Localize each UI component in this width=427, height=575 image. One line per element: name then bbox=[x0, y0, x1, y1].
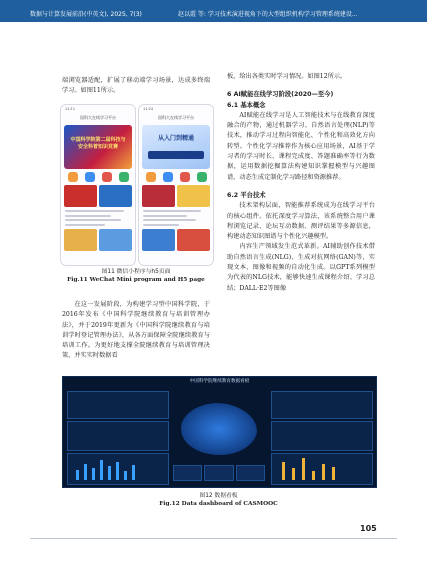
dashboard-panel bbox=[67, 391, 169, 419]
hero-banner bbox=[64, 125, 132, 169]
china-map bbox=[173, 395, 265, 461]
figure-11 bbox=[60, 104, 212, 266]
dashboard-panel bbox=[67, 421, 169, 451]
phone-screenshot-right bbox=[138, 104, 214, 266]
course-tile bbox=[142, 185, 175, 207]
tile-row bbox=[142, 229, 210, 251]
paragraph: 内容生产领域发生范式革新。AI辅助创作技术借助自然语言生成(NLG)、生成对抗网络(GAN)等，实现文本、图像和视频的自动化生成。以GPT系列模型为代表的NLG技术，能够快速生成课程介绍、学习总结；DALL·E2等图像 bbox=[227, 243, 375, 292]
paragraph: AI赋能在线学习是人工智能技术与在线教育深度融合的产物，通过机器学习、自然语言处理(NLP)等技术，推动学习过程向智能化、个性化和高效化方向转型。个性化学习推荐作为核心应用场景，AI基于学习者的学习时长、课程完成度、答题准确率等行为数据，运用数据挖掘算法构建知识掌握模型与兴趣图谱，动态生成定制化学习路径和资源推荐。 bbox=[227, 111, 375, 181]
tile-row bbox=[142, 185, 210, 207]
app-icon bbox=[146, 172, 156, 182]
status-bar: 11:24 bbox=[143, 107, 154, 111]
subsection-heading: 6.2 平台技术 bbox=[227, 191, 266, 199]
kpi-box bbox=[204, 465, 233, 481]
page-number: 105 bbox=[360, 524, 377, 533]
paragraph: 板，给出各类实时学习情况。如图12所示。 bbox=[227, 73, 347, 80]
app-icon bbox=[85, 172, 95, 182]
caption-cn: 图11 微信小程序与h5页面 bbox=[101, 269, 171, 275]
left-column-bottom bbox=[62, 300, 210, 362]
icon-row bbox=[142, 172, 210, 182]
caption-en: Fig.12 Data dashboard of CASMOOC bbox=[159, 501, 278, 507]
text-lines bbox=[143, 210, 209, 226]
course-tile bbox=[177, 185, 210, 207]
course-tile bbox=[142, 229, 175, 251]
right-column bbox=[227, 72, 375, 294]
course-tile bbox=[64, 185, 97, 207]
hero-ribbon bbox=[148, 151, 204, 159]
paragraph: 端浏览器适配，扩展了移动端学习场景，达成多终端学习。如图11所示。 bbox=[62, 77, 210, 95]
icon-row bbox=[64, 172, 132, 182]
dashboard-panel bbox=[67, 453, 169, 485]
footer-rule bbox=[30, 538, 397, 539]
dashboard-panel bbox=[271, 453, 373, 485]
course-tile bbox=[177, 229, 210, 251]
caption-cn: 图12 数据看板 bbox=[199, 493, 238, 499]
dashboard-panel bbox=[271, 391, 373, 419]
course-tile bbox=[99, 185, 132, 207]
dashboard-panel bbox=[271, 421, 373, 451]
text-lines bbox=[65, 210, 131, 226]
left-column-top bbox=[62, 76, 210, 97]
paragraph: 技术架构层面，智能推荐系统成为在线学习平台的核心组件。依托深度学习算法，该系统整合用户课程浏览记录、论坛互动数据、测评结果等多源信息，构建动态知识图谱与个性化兴趣模型。 bbox=[227, 202, 375, 241]
app-icon bbox=[163, 172, 173, 182]
hero-text: 从入门到精通 bbox=[157, 135, 194, 142]
kpi-row bbox=[173, 465, 265, 481]
figure-12-caption bbox=[62, 492, 375, 508]
app-icon bbox=[68, 172, 78, 182]
figure-11-caption bbox=[60, 268, 212, 284]
app-icon bbox=[102, 172, 112, 182]
tile-row bbox=[64, 229, 132, 251]
hero-banner bbox=[142, 125, 210, 169]
section-heading: 6 AI赋能在线学习阶段(2020—至今) bbox=[227, 91, 334, 99]
kpi-box bbox=[173, 465, 202, 481]
status-bar: 11:11 bbox=[65, 107, 76, 111]
map-shape bbox=[181, 403, 257, 455]
figure-12-dashboard bbox=[62, 376, 377, 488]
running-header bbox=[0, 0, 427, 22]
paragraph: 在这一发展阶段，为构建学习型中国科学院，于2016年发布《中国科学院继续教育与培训管理办法》，并于2019年更新为《中国科学院继续教育与培训学时登记管理办法》，从各方面保障全院继续教育与培训工作。为更好地支撑全院继续教育与培训管理决策，并实实时数据看 bbox=[62, 301, 210, 360]
nav-title: 国科大在线学习平台 bbox=[80, 115, 116, 120]
kpi-box bbox=[236, 465, 265, 481]
hero-text: 中国科学院第二届科技与安全科普知识竞赛 bbox=[70, 137, 126, 150]
nav-title: 国科大在线学习平台 bbox=[158, 115, 194, 120]
course-tile bbox=[99, 229, 132, 251]
course-tile bbox=[64, 229, 97, 251]
phone-screenshot-left bbox=[60, 104, 136, 266]
app-icon bbox=[119, 172, 129, 182]
subsection-heading: 6.1 基本概念 bbox=[227, 101, 266, 109]
app-icon bbox=[180, 172, 190, 182]
caption-en: Fig.11 WeChat Mini program and H5 page bbox=[67, 277, 205, 283]
dashboard-title: 中国科学院继续教育数据看板 bbox=[189, 379, 250, 384]
running-title: 赵以霞 等: 学习技术演进视角下的大型组织机构学习管理系统建设... bbox=[178, 11, 358, 18]
app-icon bbox=[197, 172, 207, 182]
tile-row bbox=[64, 185, 132, 207]
journal-name: 数据与计算发展前沿(中英文), 2025, 7(3) bbox=[30, 11, 142, 18]
